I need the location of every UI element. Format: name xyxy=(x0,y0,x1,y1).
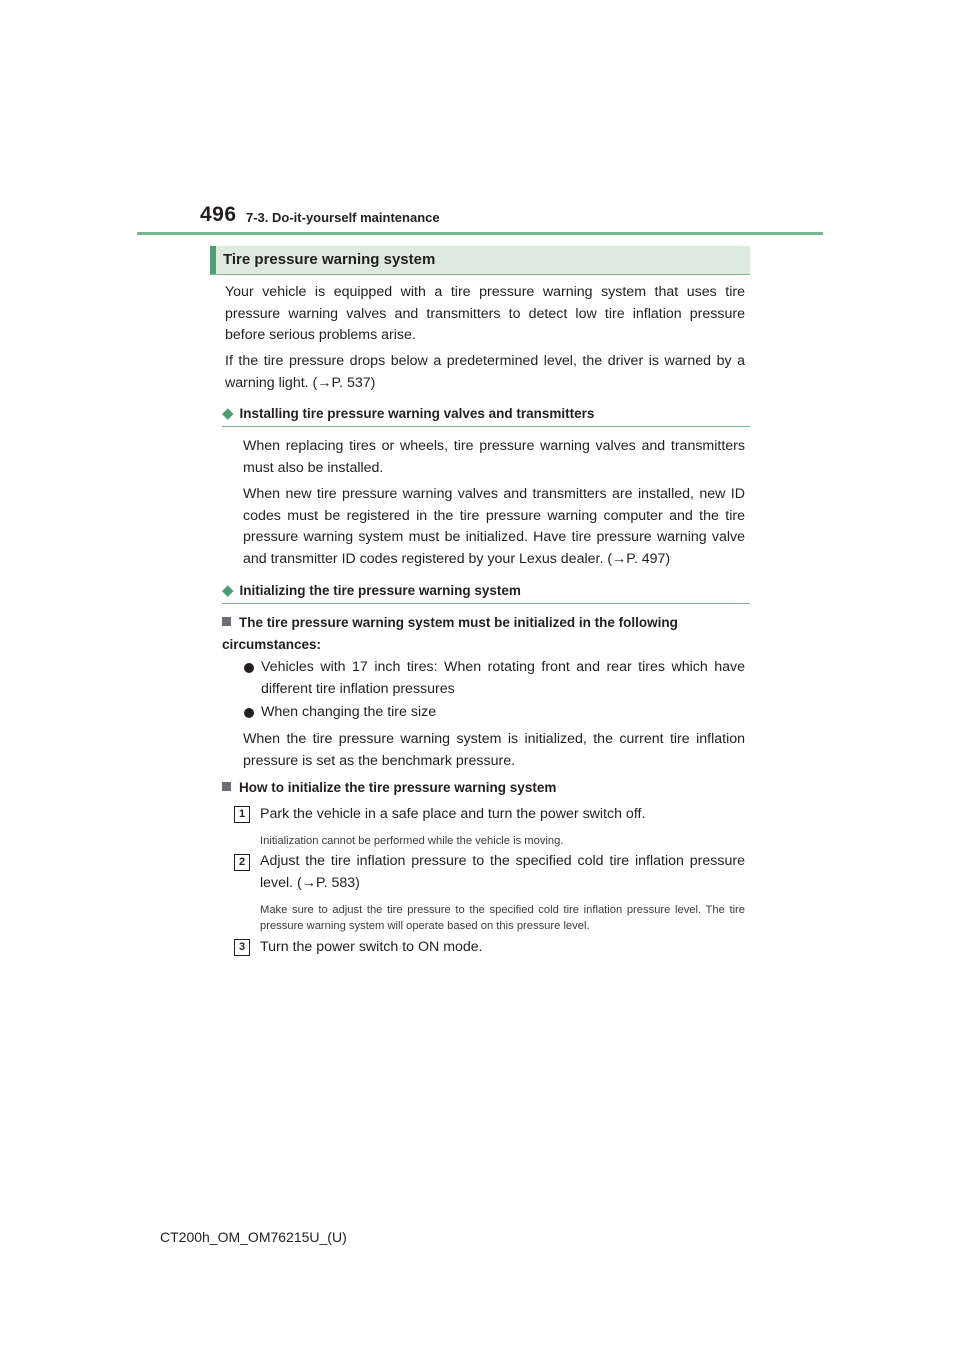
section-title: Tire pressure warning system xyxy=(223,251,436,268)
howto-heading xyxy=(222,777,556,799)
subheading-initializing xyxy=(222,581,750,604)
header-rule xyxy=(137,232,823,235)
bullet-text: Vehicles with 17 inch tires: When rotating front and rear tires which have different tire inflation pressures xyxy=(261,659,745,697)
step-note-2: Make sure to adjust the tire pressure to the specified cold tire inflation pressure level. The tire pressure warning system will operate based on this pressure level. xyxy=(260,904,745,932)
step-note-1: Initialization cannot be performed while the vehicle is moving. xyxy=(260,835,564,847)
bullet-text: When changing the tire size xyxy=(261,704,437,720)
square-bullet-icon xyxy=(222,782,231,791)
circumstances-heading-text: The tire pressure warning system must be initialized in the following circumstances: xyxy=(222,615,678,652)
subheading-initializing-text: Initializing the tire pressure warning system xyxy=(239,583,521,598)
step-text-3: Turn the power switch to ON mode. xyxy=(260,939,483,955)
step-text-2: Adjust the tire inflation pressure to the specified cold tire inflation pressure level. (→P. 583) xyxy=(260,853,745,891)
section-accent xyxy=(210,246,216,274)
step-number-2: 2 xyxy=(234,854,250,871)
footer-doc-code: CT200h_OM_OM76215U_(U) xyxy=(160,1229,347,1245)
step-number-1: 1 xyxy=(234,806,250,823)
square-bullet-icon xyxy=(222,617,231,626)
subheading-installing xyxy=(222,404,750,427)
benchmark-note: When the tire pressure warning system is initialized, the current tire inflation pressure is set as the benchmark pressure. xyxy=(243,731,745,769)
bullet-icon xyxy=(244,663,254,673)
howto-heading-text: How to initialize the tire pressure warning system xyxy=(239,780,557,795)
subheading-installing-text: Installing tire pressure warning valves and transmitters xyxy=(239,406,595,421)
step-text-1: Park the vehicle in a safe place and turn the power switch off. xyxy=(260,806,646,822)
circumstances-heading xyxy=(222,612,745,655)
bullet-icon xyxy=(244,708,254,718)
installing-paragraph-2: When new tire pressure warning valves and transmitters are installed, new ID codes must be registered in the tire pressure warning computer and the tire pressure warning system must be initialized. Have tire pressure warning valve and transmitter ID codes registered by your Lexus dealer. (→P. 497) xyxy=(243,486,745,567)
diamond-icon: ◆ xyxy=(222,582,234,599)
intro-paragraph-2: If the tire pressure drops below a predetermined level, the driver is warned by a warning light. (→P. 537) xyxy=(225,353,745,391)
installing-paragraph-1: When replacing tires or wheels, tire pressure warning valves and transmitters must also be installed. xyxy=(243,438,745,476)
diamond-icon: ◆ xyxy=(222,405,234,422)
section-title-bar xyxy=(210,246,750,275)
intro-paragraph-1: Your vehicle is equipped with a tire pressure warning system that uses tire pressure warning valves and transmitters to detect low tire inflation pressure before serious problems arise. xyxy=(225,284,745,343)
chapter-title: 7-3. Do-it-yourself maintenance xyxy=(246,210,440,225)
step-number-3: 3 xyxy=(234,939,250,956)
page-number: 496 xyxy=(200,203,237,226)
